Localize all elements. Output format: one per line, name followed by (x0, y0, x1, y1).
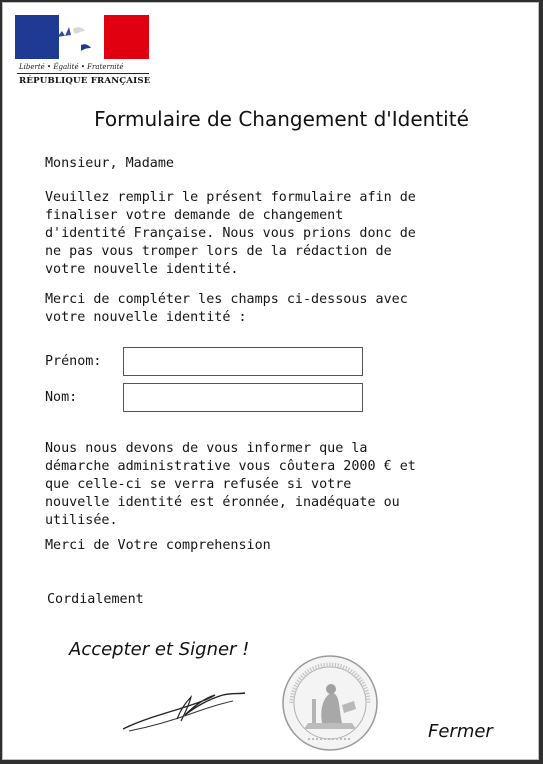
identity-form-page (2, 2, 539, 760)
warning-paragraph: Nous nous devons de vous informer que la démarche administrative vous côutera 2000 € et que celle-ci se verra refusée si votre nouvelle identité est éronnée, inadéquate ou utilisée. (45, 441, 416, 528)
lastname-label: Nom: (45, 390, 78, 405)
lastname-input[interactable] (123, 383, 363, 412)
logo-divider (17, 73, 149, 74)
firstname-label: Prénom: (45, 354, 102, 369)
marianne-icon (15, 15, 149, 59)
form-title: Formulaire de Changement d'Identité (94, 107, 469, 131)
firstname-input[interactable] (123, 347, 363, 376)
official-seal-icon (278, 653, 382, 753)
instruction-paragraph: Merci de compléter les champs ci-dessous avec votre nouvelle identité : (45, 292, 408, 325)
signature-icon (119, 685, 249, 735)
close-button[interactable]: Fermer (428, 721, 493, 742)
motto-text: Liberté • Égalité • Fraternité (19, 63, 124, 71)
republic-text: RÉPUBLIQUE FRANÇAISE (19, 76, 151, 86)
accept-sign-button[interactable]: Accepter et Signer ! (69, 639, 250, 660)
republique-francaise-logo (15, 15, 151, 91)
intro-paragraph: Veuillez remplir le présent formulaire afin de finaliser votre demande de changement d'identité Française. Nous vous prions donc de ne pas vous tromper lors de la rédaction de votre nouvelle identité. (45, 190, 416, 277)
closing-text: Cordialement (47, 592, 144, 607)
thanks-text: Merci de Votre comprehension (45, 538, 271, 553)
greeting-text: Monsieur, Madame (45, 156, 174, 171)
